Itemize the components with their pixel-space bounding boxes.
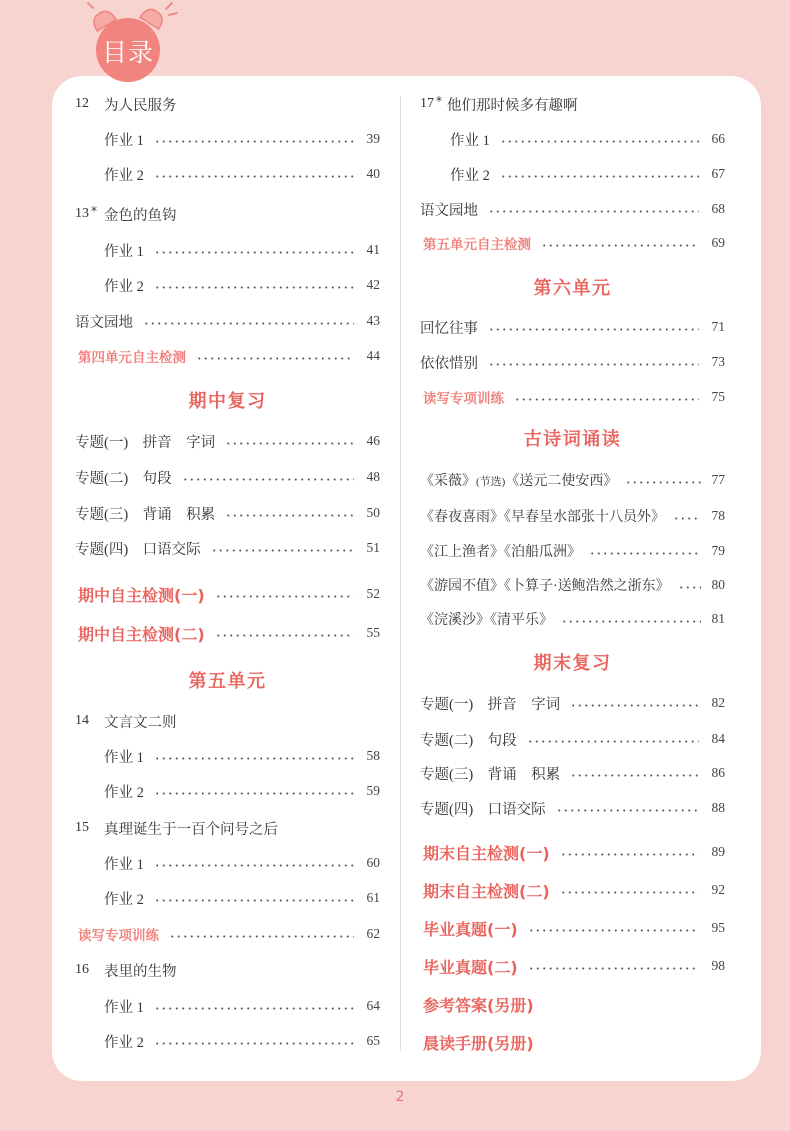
section-heading (75, 387, 380, 413)
entry-title: 专题(二) 句段 (75, 470, 172, 487)
dot-leader (570, 774, 699, 777)
page-number: 79 (711, 543, 725, 558)
page-number: 39 (366, 131, 380, 146)
toc-entry (75, 308, 380, 334)
writing-practice-entry (75, 921, 380, 947)
dot-leader (143, 322, 354, 325)
dot-leader (514, 398, 699, 401)
dot-leader (196, 357, 354, 360)
lesson-number-group (75, 962, 104, 978)
page-number: 89 (711, 844, 725, 859)
poem-entry (420, 538, 725, 564)
toc-entry (420, 349, 725, 375)
lesson-title: 他们那时候多有趣啊 (447, 97, 578, 114)
toc-entry (420, 690, 725, 716)
poem-entry (420, 467, 725, 493)
dot-leader (182, 478, 354, 481)
entry-title: 《江上渔者》《泊船瓜洲》 (420, 545, 581, 560)
entry-title: 作业 2 (450, 167, 490, 184)
poem-entry (420, 572, 725, 598)
dot-leader (154, 286, 354, 289)
footer-page-number: 2 (395, 1089, 405, 1105)
dot-leader (673, 517, 701, 520)
dot-leader (556, 809, 699, 812)
dot-leader (211, 549, 354, 552)
page-number: 48 (366, 469, 380, 484)
page-number: 52 (366, 586, 380, 601)
entry-title: 作业 1 (450, 132, 490, 149)
dot-leader (154, 1042, 354, 1045)
page-number: 69 (711, 235, 725, 250)
page-number: 58 (366, 748, 380, 763)
dot-leader (154, 757, 354, 760)
page-number: 98 (711, 958, 725, 973)
dot-leader (527, 740, 699, 743)
section-heading (420, 649, 725, 675)
dot-leader (154, 1007, 354, 1010)
page-number: 73 (711, 354, 725, 369)
entry-title: 读写专项训练 (423, 391, 504, 407)
page-number: 51 (366, 540, 380, 555)
section-title: 期末复习 (533, 653, 612, 674)
page-number: 67 (711, 166, 725, 181)
separate-booklet-entry (420, 991, 725, 1017)
dot-leader (625, 481, 701, 484)
page-number: 55 (366, 625, 380, 640)
homework-entry (75, 778, 380, 804)
entry-title (420, 470, 617, 490)
page-number: 41 (366, 242, 380, 257)
entry-title: 作业 1 (104, 243, 144, 260)
toc-entry (420, 795, 725, 821)
lesson-number-group (75, 96, 104, 112)
entry-title: 第四单元自主检测 (78, 350, 186, 366)
entry-title: 作业 2 (104, 1034, 144, 1051)
entry-title: 读写专项训练 (78, 928, 159, 944)
entry-title: 作业 2 (104, 278, 144, 295)
toc-entry (420, 760, 725, 786)
entry-title: 作业 1 (104, 749, 144, 766)
dot-leader (169, 935, 354, 938)
dot-leader (488, 210, 699, 213)
column-divider (400, 96, 401, 1051)
section-title: 古诗词诵读 (523, 429, 622, 450)
homework-entry (75, 743, 380, 769)
entry-title: 作业 2 (104, 891, 144, 908)
entry-title: 依依惜别 (420, 355, 478, 372)
lesson-heading (75, 708, 380, 734)
entry-title: 语文园地 (420, 202, 478, 219)
entry-title: 专题(二) 句段 (420, 732, 517, 749)
lesson-number: 16 (75, 962, 89, 977)
dot-leader (560, 853, 699, 856)
contents-badge-title: 目录 (101, 38, 154, 67)
dot-leader (215, 595, 354, 598)
entry-title: 专题(四) 口语交际 (75, 541, 201, 558)
page-number: 46 (366, 433, 380, 448)
entry-title: 《春夜喜雨》《早春呈水部张十八员外》 (420, 510, 665, 525)
exam-entry (75, 581, 380, 607)
page-number: 84 (711, 731, 725, 746)
page-number: 40 (366, 166, 380, 181)
exam-entry (420, 839, 725, 865)
toc-entry (420, 196, 725, 222)
ringing-lines-icon (166, 3, 177, 15)
dot-leader (488, 363, 699, 366)
lesson-heading (420, 91, 725, 117)
entry-title: 作业 1 (104, 132, 144, 149)
dot-leader (589, 552, 701, 555)
dot-leader (215, 634, 354, 637)
page-number: 92 (711, 882, 725, 897)
entry-title: 专题(一) 拼音 字词 (420, 696, 561, 713)
right-column (420, 0, 725, 1131)
entry-title: 语文园地 (75, 314, 133, 331)
lesson-title: 金色的鱼钩 (104, 207, 177, 224)
toc-entry (75, 500, 380, 526)
entry-title: 晨读手册(另册) (423, 1033, 534, 1053)
lesson-number: 17 (420, 96, 434, 111)
entry-title: 期中自主检测(一) (78, 585, 205, 605)
page-number: 66 (711, 131, 725, 146)
lesson-number: 13 (75, 206, 89, 221)
entry-title: 专题(四) 口语交际 (420, 801, 546, 818)
lesson-title: 真理诞生于一百个问号之后 (104, 821, 278, 838)
dot-leader (500, 175, 699, 178)
entry-title: 期末自主检测(一) (423, 843, 550, 863)
lesson-heading (75, 91, 380, 117)
unit-test-entry (420, 230, 725, 256)
section-heading (420, 425, 725, 451)
dot-leader (154, 175, 354, 178)
poem-entry (420, 503, 725, 529)
page-number: 65 (366, 1033, 380, 1048)
poem-title: 《采薇》 (420, 474, 476, 489)
dot-leader (154, 899, 354, 902)
homework-entry (75, 126, 380, 152)
lesson-title: 文言文二则 (104, 714, 177, 731)
toc-entry (420, 726, 725, 752)
homework-entry (75, 237, 380, 263)
homework-entry (420, 126, 725, 152)
lesson-heading (75, 201, 380, 227)
dot-leader (561, 620, 701, 623)
lesson-number-group (75, 206, 104, 222)
page-number: 86 (711, 765, 725, 780)
section-title: 期中复习 (188, 391, 267, 412)
ringing-line-left-icon (88, 3, 93, 8)
section-heading (75, 667, 380, 693)
exam-entry (420, 953, 725, 979)
lesson-title: 表里的生物 (104, 963, 177, 980)
poem-title: 《送元二使安西》 (505, 474, 618, 489)
page-number: 77 (711, 472, 725, 487)
homework-entry (75, 850, 380, 876)
page-number: 80 (711, 577, 725, 592)
toc-entry (75, 428, 380, 454)
entry-title: 专题(一) 拼音 字词 (75, 434, 216, 451)
entry-title: 回忆往事 (420, 320, 478, 337)
homework-entry (75, 885, 380, 911)
exam-entry (420, 877, 725, 903)
entry-title: 期末自主检测(二) (423, 881, 550, 901)
lesson-number: 15 (75, 820, 89, 835)
entry-title: 作业 1 (104, 856, 144, 873)
dot-leader (570, 704, 699, 707)
dot-leader (541, 244, 699, 247)
dot-leader (154, 864, 354, 867)
optional-lesson-mark: * (91, 204, 97, 218)
dot-leader (225, 514, 354, 517)
entry-title: 毕业真题(二) (423, 957, 518, 977)
section-heading (420, 274, 725, 300)
entry-title: 作业 1 (104, 999, 144, 1016)
toc-entry (420, 314, 725, 340)
dot-leader (154, 140, 354, 143)
dot-leader (528, 967, 699, 970)
entry-title: 期中自主检测(二) (78, 624, 205, 644)
page-number: 88 (711, 800, 725, 815)
page-number: 95 (711, 920, 725, 935)
unit-test-entry (75, 343, 380, 369)
page-number: 43 (366, 313, 380, 328)
dot-leader (225, 442, 354, 445)
toc-entry (75, 464, 380, 490)
toc-entry (75, 535, 380, 561)
homework-entry (75, 272, 380, 298)
separate-booklet-entry (420, 1029, 725, 1055)
page-number: 81 (711, 611, 725, 626)
entry-title: 第五单元自主检测 (423, 237, 531, 253)
page-number: 71 (711, 319, 725, 334)
dot-leader (154, 251, 354, 254)
entry-title: 《浣溪沙》《清平乐》 (420, 613, 553, 628)
dot-leader (488, 328, 699, 331)
exam-entry (420, 915, 725, 941)
lesson-heading (75, 815, 380, 841)
page-number: 61 (366, 890, 380, 905)
lesson-title: 为人民服务 (104, 97, 177, 114)
page-number: 78 (711, 508, 725, 523)
homework-entry (75, 993, 380, 1019)
optional-lesson-mark: * (436, 94, 442, 108)
entry-title: 专题(三) 背诵 积累 (420, 766, 561, 783)
entry-title: 作业 2 (104, 784, 144, 801)
section-title: 第五单元 (188, 671, 267, 692)
entry-title: 专题(三) 背诵 积累 (75, 506, 216, 523)
lesson-heading (75, 957, 380, 983)
dot-leader (560, 891, 699, 894)
homework-entry (420, 161, 725, 187)
dot-leader (154, 792, 354, 795)
poem-entry (420, 606, 725, 632)
lesson-number: 12 (75, 96, 89, 111)
page-number: 42 (366, 277, 380, 292)
dot-leader (678, 586, 701, 589)
entry-title: 毕业真题(一) (423, 919, 518, 939)
page-number: 44 (366, 348, 380, 363)
entry-title: 作业 2 (104, 167, 144, 184)
dot-leader (528, 929, 699, 932)
lesson-number-group (75, 820, 104, 836)
page-number: 82 (711, 695, 725, 710)
section-title: 第六单元 (533, 278, 612, 299)
page-number: 75 (711, 389, 725, 404)
homework-entry (75, 161, 380, 187)
page-number: 64 (366, 998, 380, 1013)
page-number: 60 (366, 855, 380, 870)
exam-entry (75, 620, 380, 646)
writing-practice-entry (420, 384, 725, 410)
dot-leader (500, 140, 699, 143)
left-column (75, 0, 380, 1131)
page-number: 50 (366, 505, 380, 520)
excerpt-note: (节选) (476, 476, 506, 488)
entry-title: 《游园不值》《卜算子·送鲍浩然之浙东》 (420, 579, 670, 594)
lesson-number-group (420, 96, 447, 112)
page-number: 62 (366, 926, 380, 941)
homework-entry (75, 1028, 380, 1054)
page-number: 68 (711, 201, 725, 216)
page-number: 59 (366, 783, 380, 798)
lesson-number-group (75, 713, 104, 729)
lesson-number: 14 (75, 713, 89, 728)
entry-title: 参考答案(另册) (423, 995, 534, 1015)
